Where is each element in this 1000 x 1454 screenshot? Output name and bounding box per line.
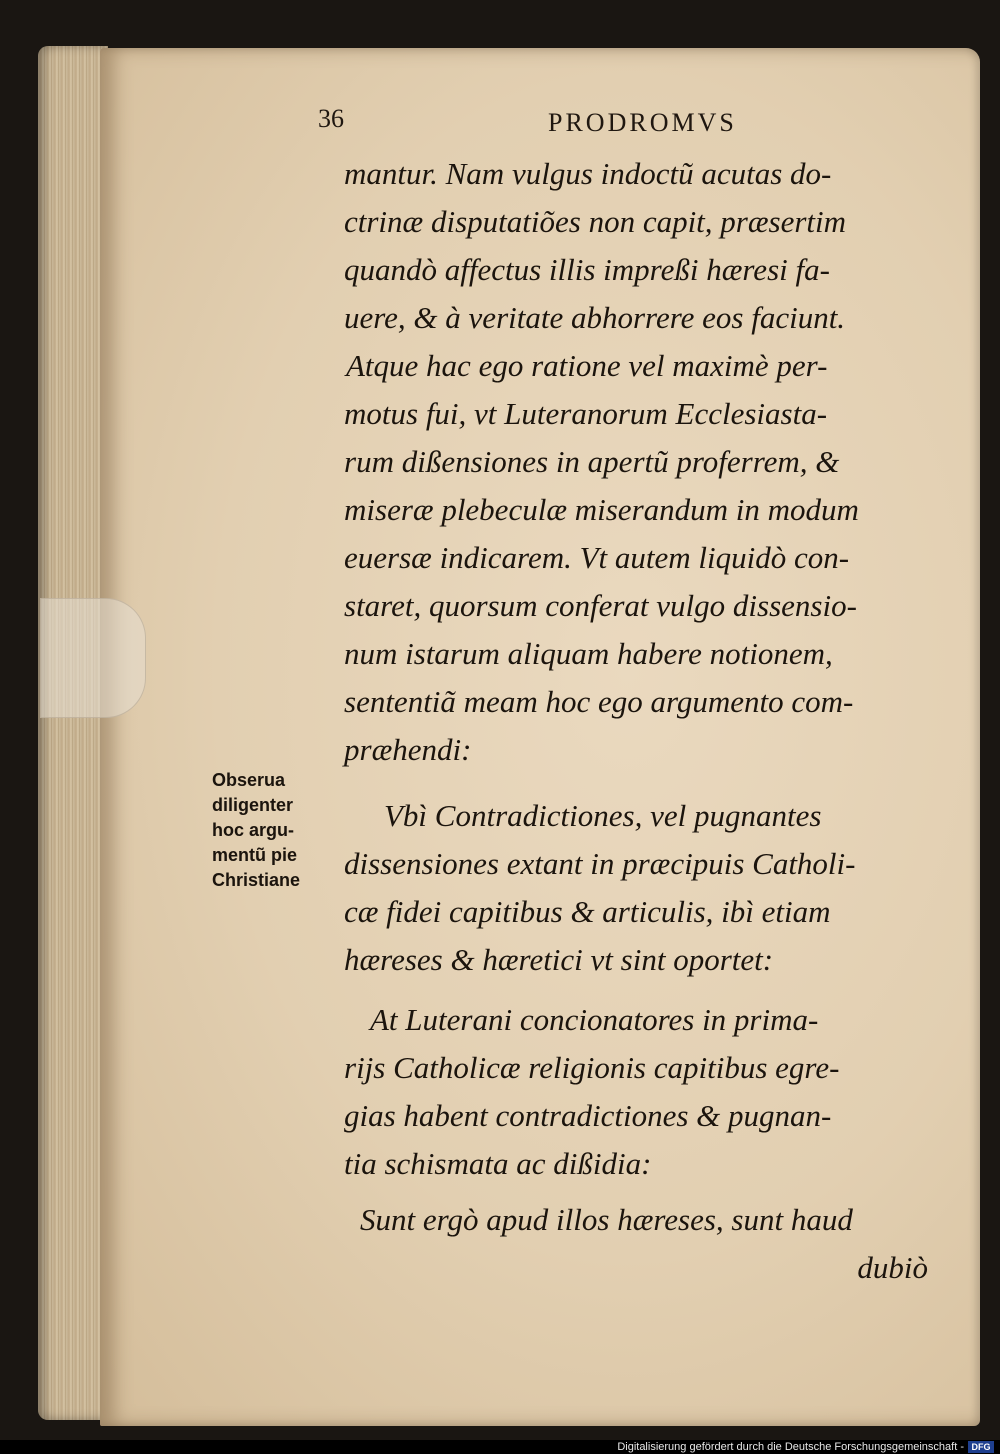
text-line: cæ fidei capitibus & articulis, ibì etiam <box>344 894 831 929</box>
dfg-logo-icon: DFG <box>968 1441 994 1453</box>
footer-bar <box>0 1440 1000 1454</box>
page-number: 36 <box>318 104 344 133</box>
text-line: euersæ indicarem. Vt autem liquidò con- <box>344 540 850 575</box>
marginal-note-line: mentũ pie <box>212 845 298 865</box>
text-line: uere, & à veritate abhorrere eos faciunt. <box>344 300 846 335</box>
text-line: ctrinæ disputatiões non capit, præsertim <box>344 204 847 239</box>
marginal-note-line: Christiane <box>212 870 301 890</box>
text-line: præhendi: <box>344 732 472 767</box>
book-spine <box>38 46 108 1420</box>
text-line: dissensiones extant in præcipuis Catholi- <box>344 846 856 881</box>
text-line: Vbì Contradictiones, vel pugnantes <box>384 798 822 833</box>
text-line: sententiã meam hoc ego argumento com- <box>344 684 854 719</box>
text-line: miseræ plebeculæ miserandum in modum <box>344 492 859 527</box>
text-line: motus fui, vt Luteranorum Ecclesiasta- <box>344 396 828 431</box>
body-text <box>344 150 954 1292</box>
text-line: rijs Catholicæ religionis capitibus egre- <box>344 1050 840 1085</box>
marginal-note <box>212 768 337 893</box>
marginal-note-line: diligenter <box>212 795 294 815</box>
text-line: gias habent contradictiones & pugnan- <box>344 1098 832 1133</box>
footer-credit: Digitalisierung gefördert durch die Deutsche Forschungsgemeinschaft - <box>617 1441 964 1453</box>
text-line: quandò affectus illis impreßi hæresi fa- <box>344 252 830 287</box>
marginal-note-line: Obserua <box>212 770 286 790</box>
text-line: num istarum aliquam habere notionem, <box>344 636 833 671</box>
text-line: rum dißensiones in apertũ proferrem, & <box>344 444 840 479</box>
catchword: dubiò <box>857 1250 928 1285</box>
text-line: staret, quorsum conferat vulgo dissensio- <box>344 588 857 623</box>
text-line: mantur. Nam vulgus indoctũ acutas do- <box>344 156 832 191</box>
marginal-note-line: hoc argu- <box>212 820 295 840</box>
text-line: Sunt ergò apud illos hæreses, sunt haud <box>360 1202 853 1237</box>
bookmark-strip <box>40 598 146 718</box>
text-line: At Luterani concionatores in prima- <box>370 1002 819 1037</box>
text-line: hæreses & hæretici vt sint oportet: <box>344 942 774 977</box>
text-line: Atque hac ego ratione vel maximè per- <box>346 348 828 383</box>
running-head: PRODROMVS <box>548 108 737 137</box>
text-line: tia schismata ac dißidia: <box>344 1146 652 1181</box>
